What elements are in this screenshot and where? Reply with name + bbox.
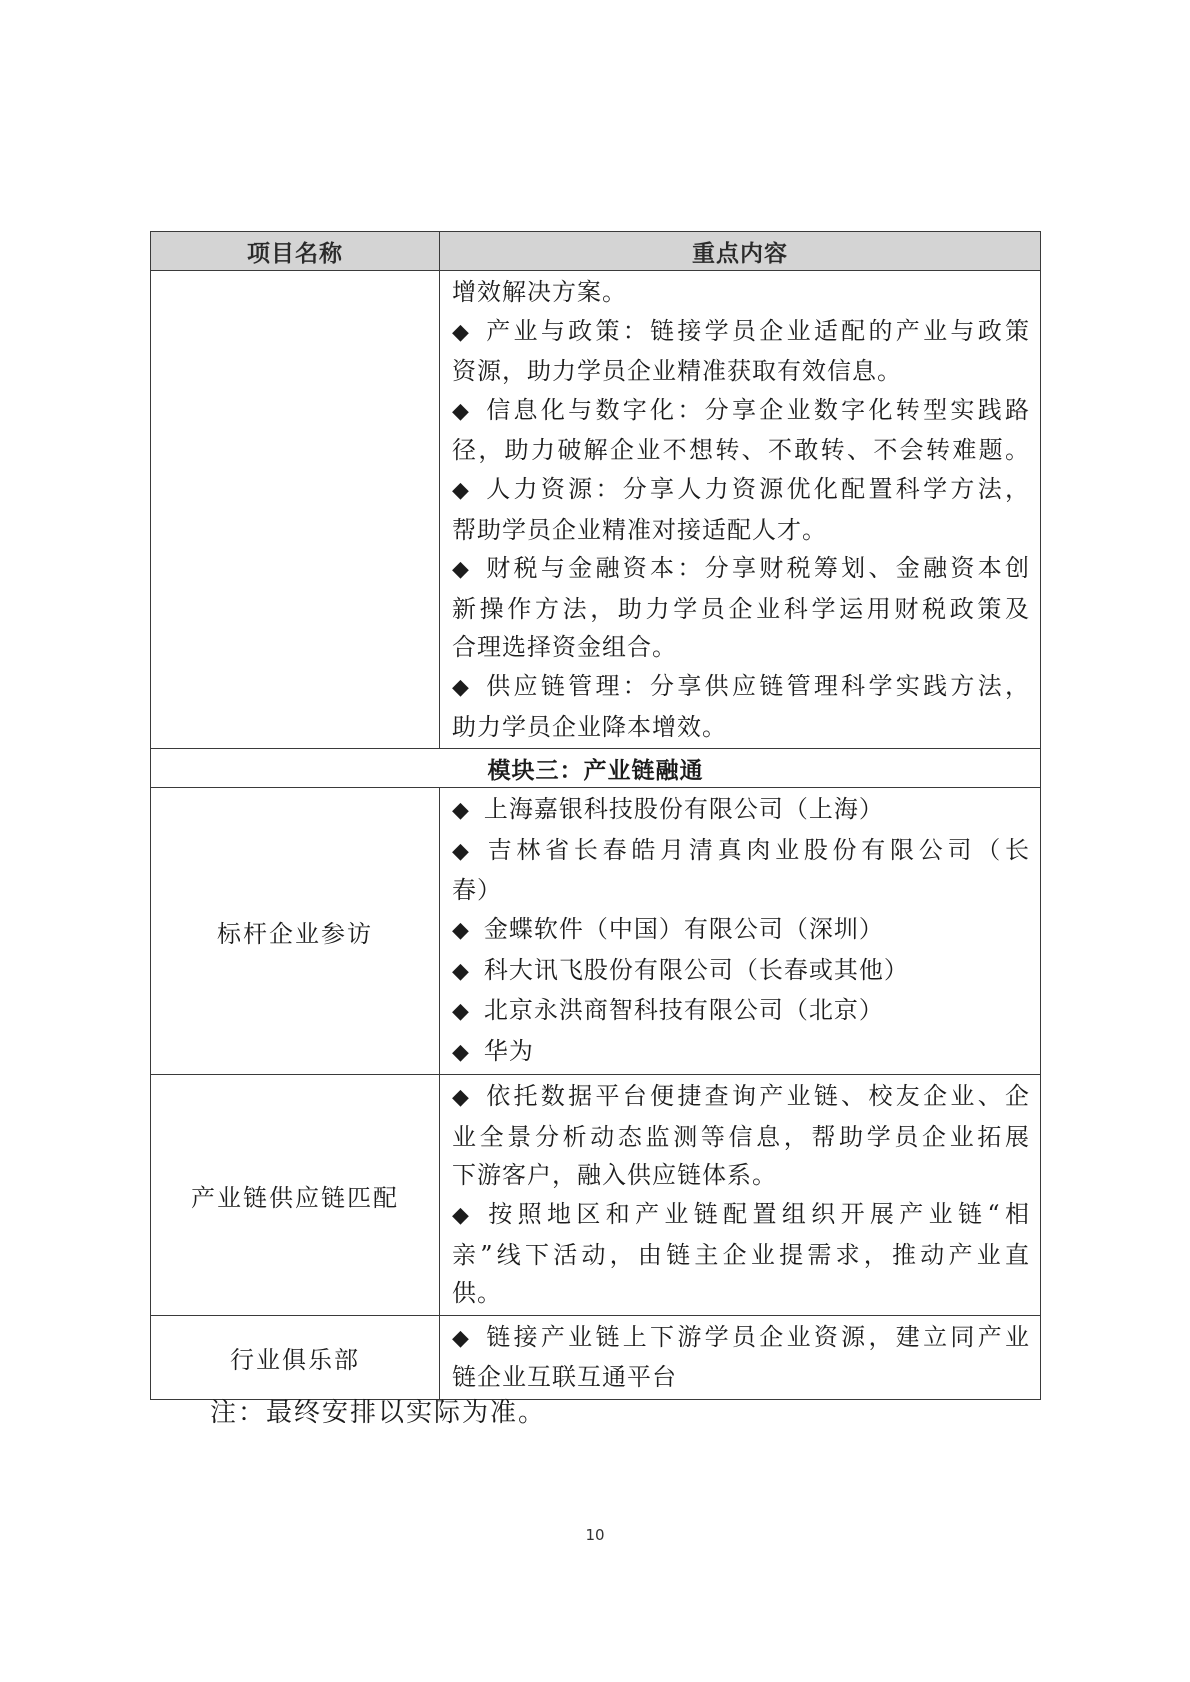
line-text: 帮助学员企业精准对接适配人才。 xyxy=(452,515,827,544)
text-line xyxy=(452,431,1030,470)
bullet-item xyxy=(452,790,1030,831)
line-text: 链企业互联互通平台 xyxy=(452,1363,677,1392)
text-line xyxy=(452,511,1030,550)
table-row-benchmark-visits xyxy=(151,788,1041,1075)
row-name-cell: 行业俱乐部 xyxy=(151,1315,440,1399)
diamond-bullet-icon: ◆ xyxy=(452,319,473,345)
row-content-cell xyxy=(440,788,1041,1075)
line-text: 亲”线下活动，由链主企业提需求，推动产业直 xyxy=(452,1240,1030,1269)
text-line xyxy=(452,273,1030,312)
bullet-item xyxy=(452,910,1030,951)
line-text: 春） xyxy=(452,876,502,905)
diamond-bullet-icon: ◆ xyxy=(452,557,473,583)
line-text: 助力学员企业降本增效。 xyxy=(452,712,727,741)
row-name-cell: 产业链供应链匹配 xyxy=(151,1075,440,1316)
bullet-item xyxy=(452,1195,1030,1236)
diamond-bullet-icon: ◆ xyxy=(452,958,470,984)
line-text: 链接产业链上下游学员企业资源，建立同产业 xyxy=(486,1322,1031,1351)
line-text: 信息化与数字化：分享企业数字化转型实践路 xyxy=(486,395,1031,424)
section-title: 模块三：产业链融通 xyxy=(151,749,1041,788)
line-text: 华为 xyxy=(483,1036,534,1065)
diamond-bullet-icon: ◆ xyxy=(452,838,474,864)
diamond-bullet-icon: ◆ xyxy=(452,1325,473,1351)
line-text: 依托数据平台便捷查询产业链、校友企业、企 xyxy=(486,1082,1031,1111)
bullet-item xyxy=(452,831,1030,872)
text-line xyxy=(452,1236,1030,1275)
line-text: 业全景分析动态监测等信息，帮助学员企业拓展 xyxy=(452,1122,1030,1151)
text-line xyxy=(452,1156,1030,1195)
line-text: 吉林省长春皓月清真肉业股份有限公司（长 xyxy=(487,835,1031,864)
line-text: 按照地区和产业链配置组织开展产业链“相 xyxy=(488,1200,1030,1229)
bullet-item xyxy=(452,549,1030,590)
line-text: 下游客户，融入供应链体系。 xyxy=(452,1161,777,1190)
row-name-cell xyxy=(151,271,440,749)
diamond-bullet-icon: ◆ xyxy=(452,477,473,503)
header-project-name: 项目名称 xyxy=(151,232,440,271)
diamond-bullet-icon: ◆ xyxy=(452,999,470,1025)
bullet-item xyxy=(452,991,1030,1032)
diamond-bullet-icon: ◆ xyxy=(452,798,470,824)
bullet-item xyxy=(452,1318,1030,1359)
diamond-bullet-icon: ◆ xyxy=(452,1203,475,1229)
line-text: 金蝶软件（中国）有限公司（深圳） xyxy=(483,914,884,943)
row-content-cell xyxy=(440,1315,1041,1399)
row-content-cell xyxy=(440,271,1041,749)
text-line xyxy=(452,590,1030,629)
bullet-item xyxy=(452,1077,1030,1118)
footnote: 注：最终安排以实际为准。 xyxy=(210,1398,547,1428)
line-text: 资源，助力学员企业精准获取有效信息。 xyxy=(452,357,902,386)
text-line xyxy=(452,628,1030,667)
bullet-item xyxy=(452,312,1030,353)
line-text: 合理选择资金组合。 xyxy=(452,633,677,662)
bullet-item xyxy=(452,667,1030,708)
diamond-bullet-icon: ◆ xyxy=(452,674,473,700)
text-line xyxy=(452,1274,1030,1313)
line-text: 供应链管理：分享供应链管理科学实践方法， xyxy=(486,671,1031,700)
line-text: 财税与金融资本：分享财税筹划、金融资本创 xyxy=(486,554,1031,583)
line-text: 增效解决方案。 xyxy=(452,278,627,306)
text-line xyxy=(452,352,1030,391)
section-row xyxy=(151,749,1041,788)
line-text: 人力资源：分享人力资源优化配置科学方法， xyxy=(486,474,1031,503)
text-line xyxy=(452,1118,1030,1157)
table-row-industry-club xyxy=(151,1315,1041,1399)
line-text: 径，助力破解企业不想转、不敢转、不会转难题。 xyxy=(452,436,1030,465)
line-text: 供。 xyxy=(452,1279,502,1308)
line-text: 新操作方法，助力学员企业科学运用财税政策及 xyxy=(452,594,1030,623)
diamond-bullet-icon: ◆ xyxy=(452,1085,473,1111)
line-text: 北京永洪商智科技有限公司（北京） xyxy=(483,996,884,1025)
table-row-supply-chain-matching xyxy=(151,1075,1041,1316)
bullet-item xyxy=(452,951,1030,992)
diamond-bullet-icon: ◆ xyxy=(452,398,473,424)
row-content-cell xyxy=(440,1075,1041,1316)
diamond-bullet-icon: ◆ xyxy=(452,917,470,943)
line-text: 科大讯飞股份有限公司（长春或其他） xyxy=(483,955,909,984)
page-number: 10 xyxy=(585,1526,605,1544)
bullet-item xyxy=(452,470,1030,511)
line-text: 产业与政策：链接学员企业适配的产业与政策 xyxy=(486,316,1031,345)
table-header-row xyxy=(151,232,1041,271)
text-line xyxy=(452,708,1030,747)
bullet-item xyxy=(452,391,1030,432)
table-row-continued xyxy=(151,271,1041,749)
row-name-cell: 标杆企业参访 xyxy=(151,788,440,1075)
line-text: 上海嘉银科技股份有限公司（上海） xyxy=(483,795,884,824)
diamond-bullet-icon: ◆ xyxy=(452,1039,470,1065)
header-key-content: 重点内容 xyxy=(440,232,1041,271)
bullet-item xyxy=(452,1032,1030,1073)
content-table xyxy=(150,231,1041,1400)
text-line xyxy=(452,871,1030,910)
